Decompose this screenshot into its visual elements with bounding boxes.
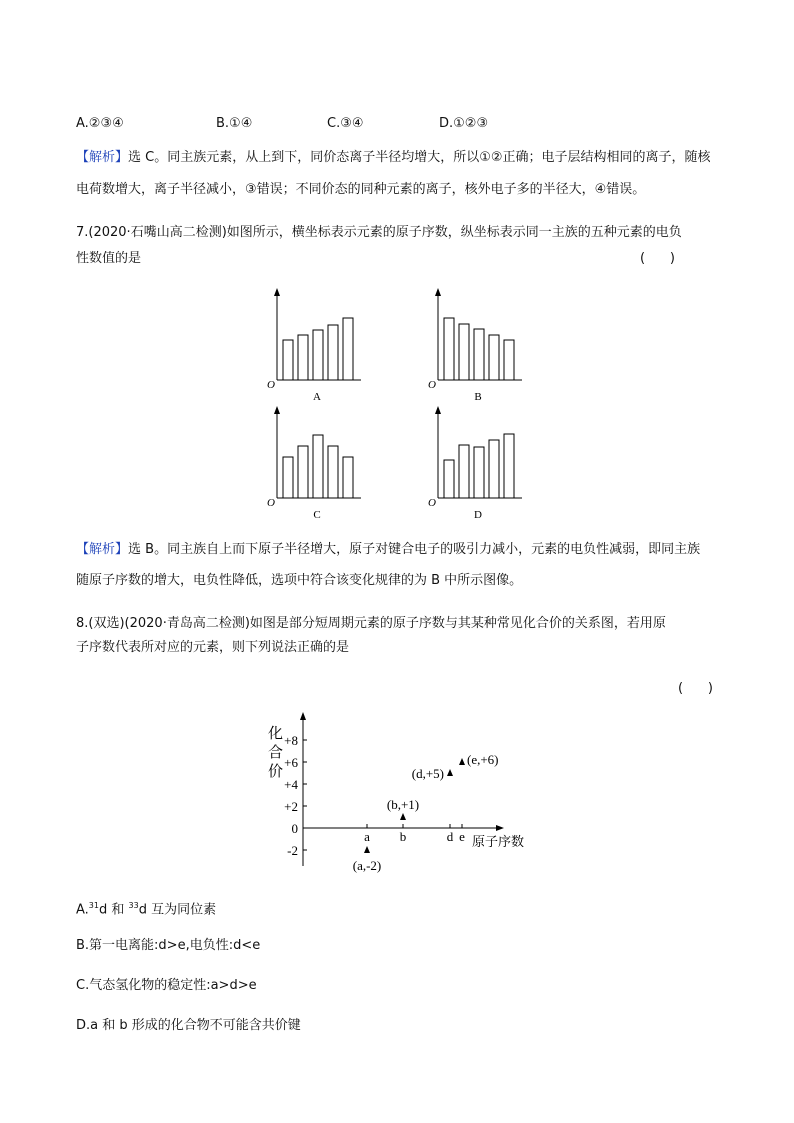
y-tick-label: +8: [284, 733, 298, 748]
y-tick-label: -2: [287, 843, 298, 858]
data-point: [459, 758, 465, 765]
bar-chart-b: [428, 288, 522, 403]
bar: [489, 335, 499, 380]
analysis-tag: 【解析】: [76, 150, 129, 165]
origin-label: O: [267, 379, 275, 391]
y-tick-label: 0: [291, 821, 298, 836]
data-point-label: (a,-2): [352, 858, 382, 873]
q8-stem-line1: 8.(双选)(2020·青岛高二检测)如图是部分短周期元素的原子序数与其某种常见化合价的关系图，若用原: [76, 616, 666, 631]
data-point-label: (d,+5): [411, 766, 444, 781]
bar: [298, 335, 308, 380]
bar: [328, 325, 338, 380]
bar-charts-figure: [0, 0, 794, 540]
bar: [444, 318, 454, 380]
q6-option-c: C.③④: [327, 116, 364, 131]
bar: [283, 457, 293, 498]
data-point: [364, 846, 370, 853]
bar-chart-c: [267, 406, 361, 521]
origin-label: O: [428, 379, 436, 391]
y-tick-label: +2: [284, 799, 298, 814]
q8-option-c: C.气态氢化物的稳定性:a>d>e: [76, 978, 257, 993]
x-tick-label: d: [446, 829, 454, 844]
bar-chart-d: [428, 406, 522, 521]
y-axis-label-char: 化: [268, 726, 284, 742]
bar: [444, 460, 454, 498]
data-point-label: (e,+6): [467, 752, 499, 767]
bar: [283, 340, 293, 380]
q8-option-d: D.a 和 b 形成的化合物不可能含共价键: [76, 1018, 301, 1033]
q6-analysis-line2: 电荷数增大，离子半径减小，③错误；不同价态的同种元素的离子，核外电子多的半径大，④错误。: [76, 182, 646, 197]
q7-answer-paren: ( ): [640, 251, 675, 266]
bar: [298, 446, 308, 498]
x-axis-label: 原子序数: [472, 834, 525, 849]
data-point-label: (b,+1): [386, 797, 420, 812]
q8-stem-line2: 子序数代表所对应的元素，则下列说法正确的是: [76, 640, 350, 655]
bar: [313, 330, 323, 380]
x-tick-label: b: [399, 829, 407, 844]
q8-option-a: A.$^{31}$d 和 $^{33}$d 互为同位素: [76, 901, 217, 918]
y-axis-arrow: [274, 406, 280, 414]
q7-analysis-line2: 随原子序数的增大，电负性降低，选项中符合该变化规律的为 B 中所示图像。: [76, 573, 523, 588]
y-axis-label-char: 价: [268, 764, 284, 780]
chart-label: C: [313, 509, 321, 521]
y-axis-arrow: [300, 712, 306, 720]
data-point: [447, 769, 453, 776]
x-tick-label: e: [459, 829, 465, 844]
bar: [459, 324, 469, 380]
q8-answer-paren: ( ): [678, 681, 713, 696]
q6-analysis-line1: 【解析】选 C。同主族元素，从上到下，同价态离子半径均增大，所以①②正确；电子层结构相同的离子，随核: [76, 150, 711, 165]
y-axis-label-char: 合: [268, 745, 284, 761]
bar: [474, 447, 484, 498]
y-tick-label: +6: [284, 755, 298, 770]
chart-label: B: [474, 391, 482, 403]
bar: [474, 329, 484, 380]
q6-option-a: A.②③④: [76, 116, 124, 131]
bar: [313, 435, 323, 498]
y-axis-arrow: [274, 288, 280, 296]
data-point: [400, 813, 406, 820]
y-axis-arrow: [435, 406, 441, 414]
x-tick-label: a: [364, 829, 370, 844]
bar: [459, 445, 469, 498]
y-tick-label: +4: [284, 777, 298, 792]
q6-option-b: B.①④: [216, 116, 253, 131]
analysis-tag: 【解析】: [76, 542, 129, 557]
bar: [328, 446, 338, 498]
origin-label: O: [267, 497, 275, 509]
q7-stem-line1: 7.(2020·石嘴山高二检测)如图所示，横坐标表示元素的原子序数，纵坐标表示同一主族的五种元素的电负: [76, 225, 682, 240]
valence-chart: [250, 710, 550, 880]
y-axis-arrow: [435, 288, 441, 296]
bar: [343, 457, 353, 498]
chart-label: A: [313, 391, 321, 403]
q6-option-d: D.①②③: [439, 116, 489, 131]
bar: [504, 340, 514, 380]
bar: [489, 440, 499, 498]
q8-option-b: B.第一电离能:d>e,电负性:d<e: [76, 938, 261, 953]
origin-label: O: [428, 497, 436, 509]
q7-analysis-line1: 【解析】选 B。同主族自上而下原子半径增大，原子对键合电子的吸引力减小，元素的电负性减弱，即同主族: [76, 542, 701, 557]
chart-label: D: [474, 509, 482, 521]
bar-chart-a: [267, 288, 361, 403]
q7-stem-line2: 性数值的是: [76, 251, 142, 266]
x-axis-arrow: [496, 825, 504, 831]
bar: [343, 318, 353, 380]
bar: [504, 434, 514, 498]
